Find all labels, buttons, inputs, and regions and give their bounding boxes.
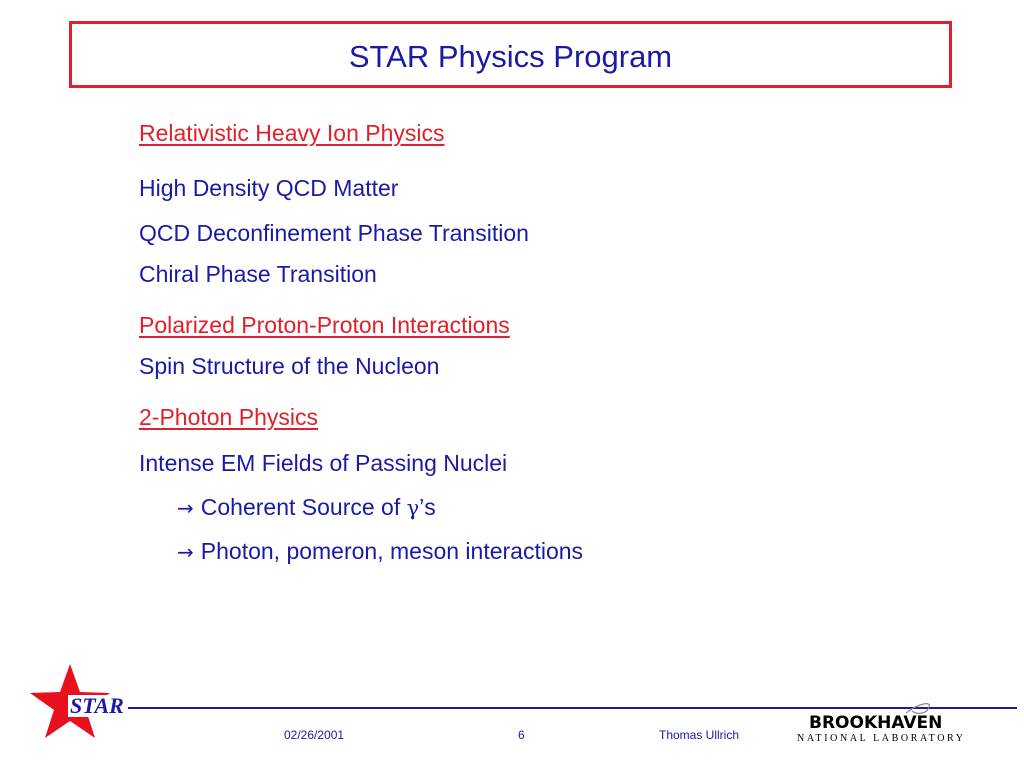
- footer-author: Thomas Ullrich: [659, 728, 740, 742]
- subbullet-text: Photon, pomeron, meson interactions: [200, 538, 584, 564]
- footer-date: 02/26/2001: [284, 728, 345, 742]
- subbullet-suffix: ’s: [419, 494, 436, 520]
- gamma-symbol: γ: [406, 496, 420, 520]
- title-box: [69, 21, 952, 88]
- bullet-intense-em-fields: Intense EM Fields of Passing Nuclei: [139, 450, 508, 476]
- bullet-spin-structure: Spin Structure of the Nucleon: [139, 353, 440, 379]
- arrow-right-icon: →: [177, 540, 194, 564]
- slide-title: STAR Physics Program: [348, 39, 673, 74]
- brookhaven-logo-name: BROOKHAVEN: [809, 713, 943, 733]
- star-logo-text: STAR: [68, 695, 128, 717]
- bullet-chiral-phase: Chiral Phase Transition: [139, 261, 377, 287]
- section-heading-polarized-pp: Polarized Proton-Proton Interactions: [139, 312, 510, 338]
- subbullet-photon-pomeron: [177, 540, 583, 563]
- subbullet-coherent-source: [177, 496, 436, 519]
- bullet-high-density-qcd: High Density QCD Matter: [139, 175, 399, 201]
- subbullet-text: Coherent Source of: [200, 494, 407, 520]
- brookhaven-logo-subtitle: NATIONAL LABORATORY: [797, 733, 966, 744]
- arrow-right-icon: →: [177, 496, 194, 520]
- section-heading-two-photon: 2-Photon Physics: [139, 404, 318, 430]
- footer-page-number: 6: [518, 728, 525, 742]
- bullet-qcd-deconfinement: QCD Deconfinement Phase Transition: [139, 220, 529, 246]
- section-heading-heavy-ion: Relativistic Heavy Ion Physics: [139, 120, 445, 146]
